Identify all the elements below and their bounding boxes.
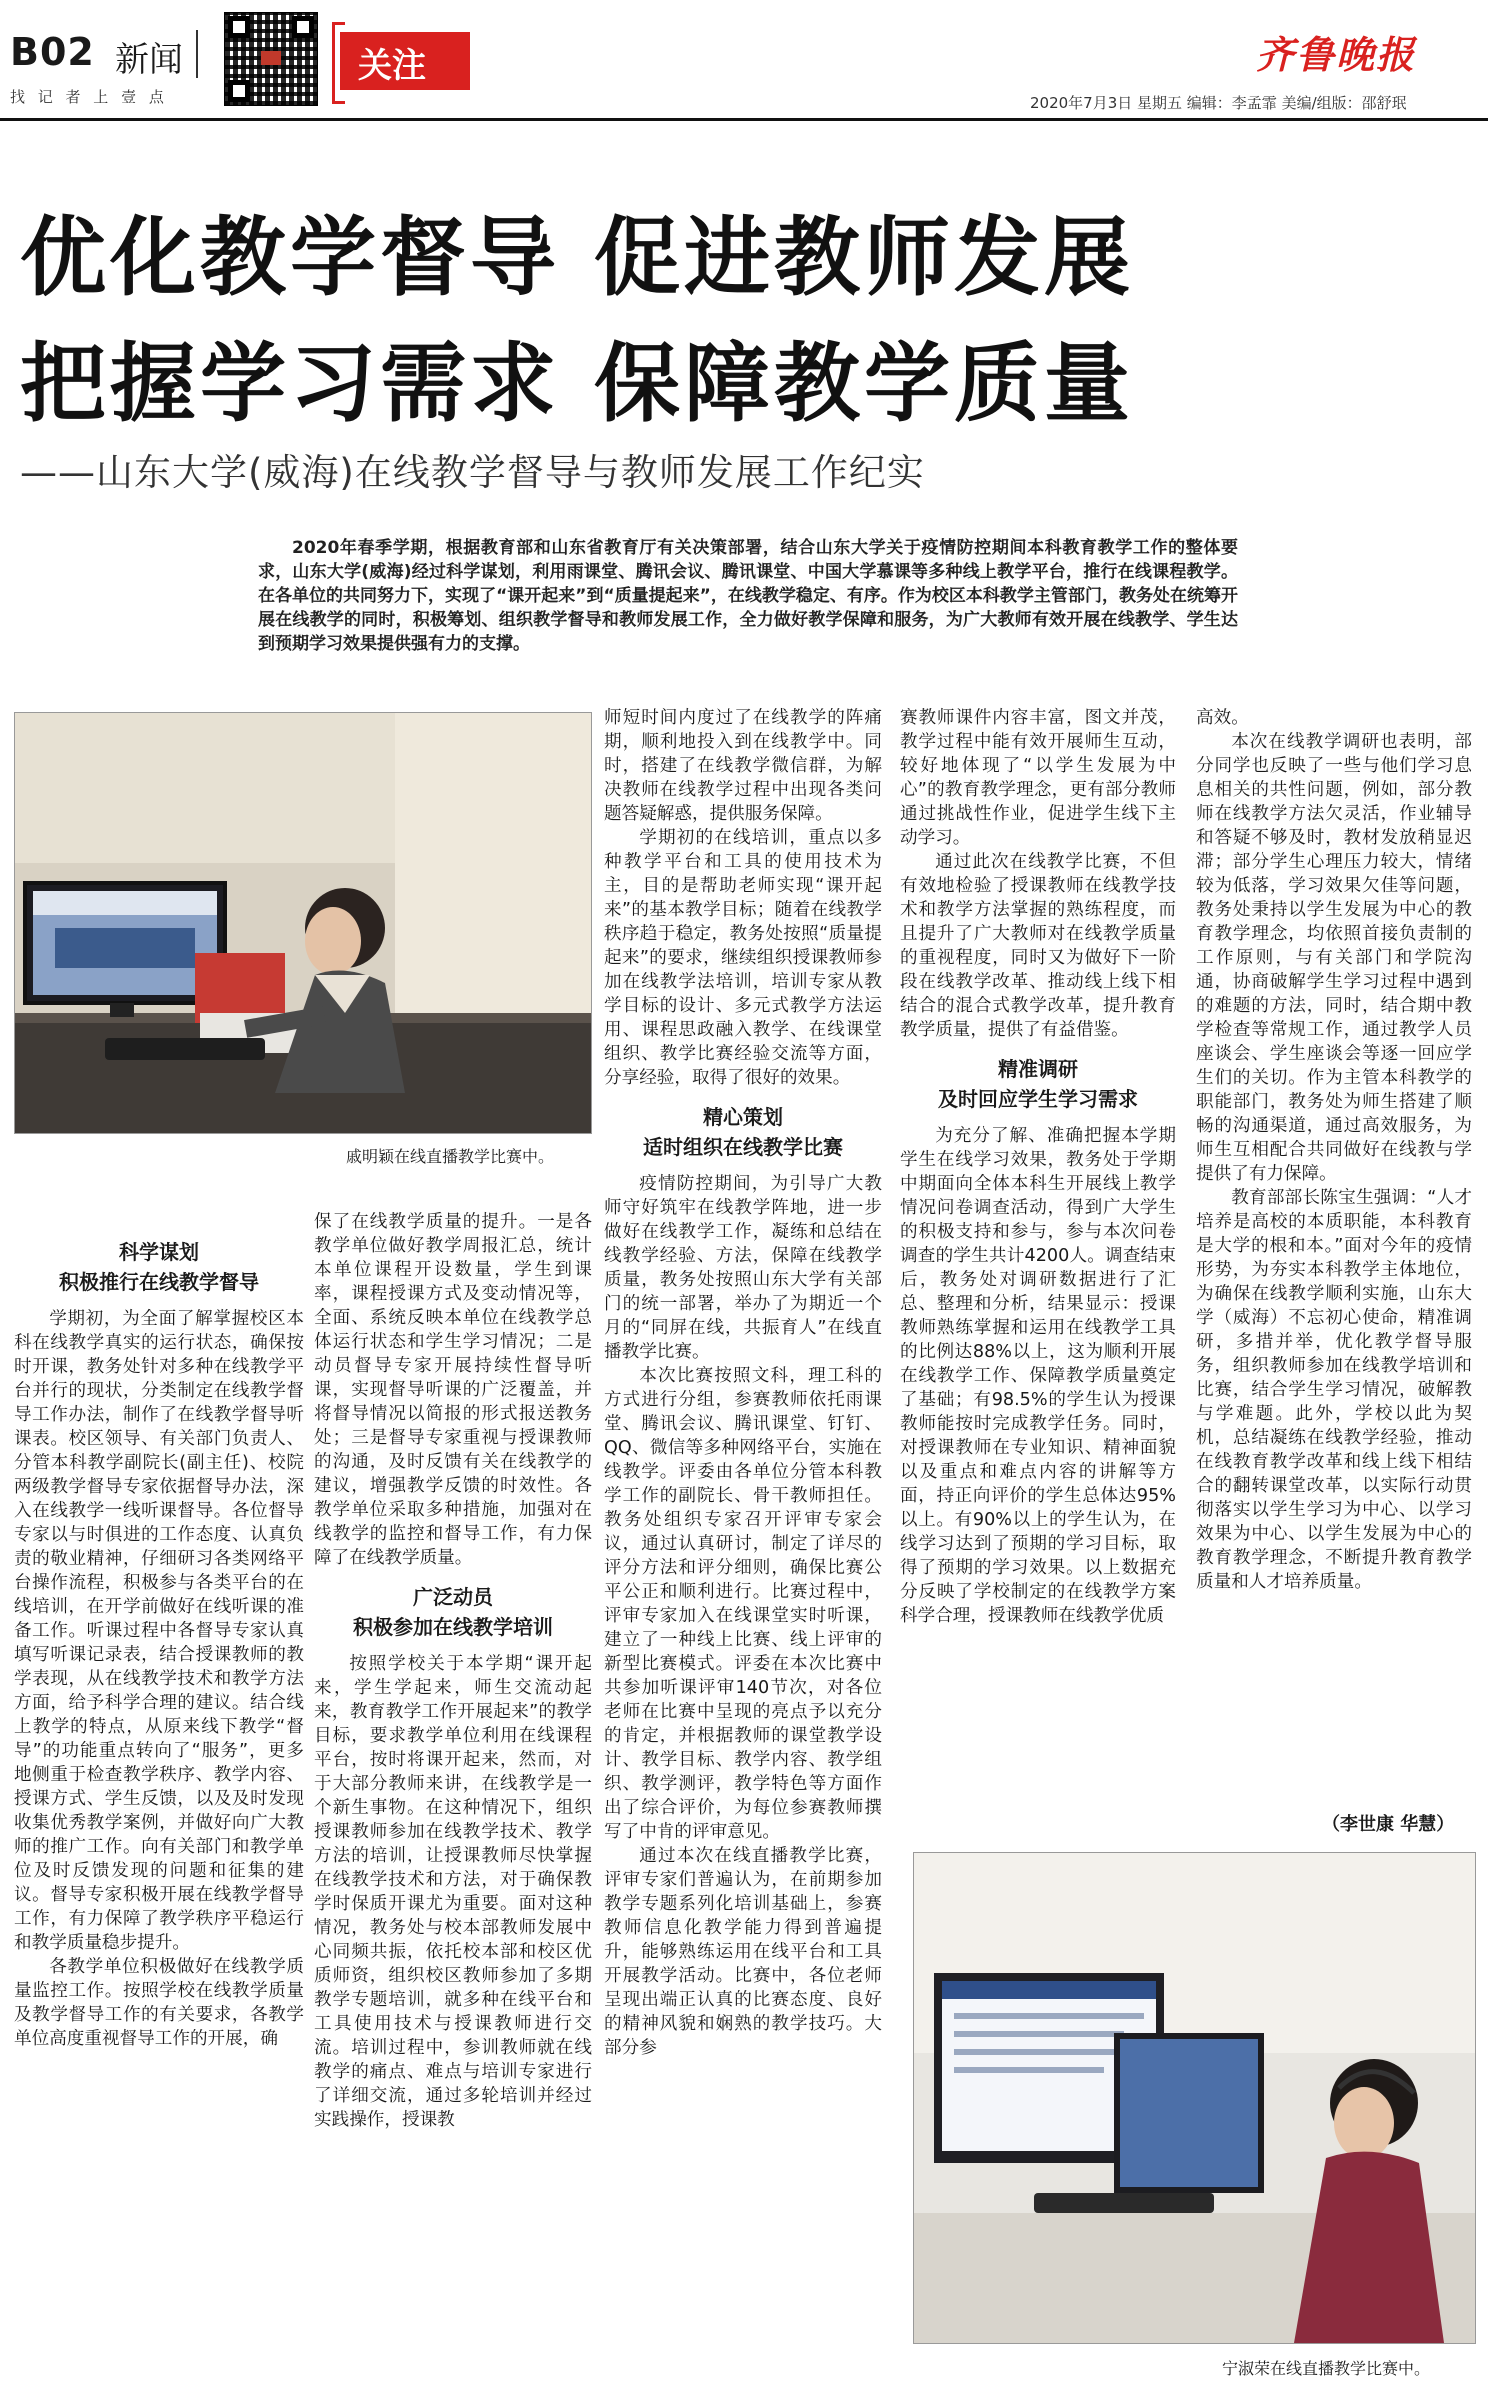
qr-code-icon — [224, 12, 318, 106]
photo-2-illustration — [914, 1853, 1475, 2343]
photo-caption-2: 宁淑荣在线直播教学比赛中。 — [1222, 2359, 1431, 2378]
article-column-1 — [14, 1225, 304, 2051]
subtitle: ——山东大学(威海)在线教学督导与教师发展工作纪实 — [20, 451, 925, 494]
paragraph: 疫情防控期间，为引导广大教师守好筑牢在线教学阵地，进一步做好在线教学工作，凝练和总结在线教学经验、方法，保障在线教学质量，教务处按照山东大学有关部门的统一部署，举办了为期近一个月的“同屏在线，共振育人”在线直播教学比赛。 — [604, 1174, 882, 1362]
section-heading-1 — [14, 1237, 304, 1297]
dateline: 2020年7月3日 星期五 编辑：李孟霏 美编/组版：邵舒珉 — [1030, 94, 1407, 112]
paragraph: 通过此次在线教学比赛，不但有效地检验了授课教师在线教学技术和教学方法掌握的熟练程度，而且提升了广大教师对在线教学质量的重视程度，同时又为做好下一阶段在线教学改革、推动线上线下相结合的混合式教学改革，提升教育教学质量，提供了有益借鉴。 — [900, 852, 1176, 1040]
section-heading-3a: 精心策划 — [703, 1105, 783, 1129]
paragraph: 本次比赛按照文科，理工科的方式进行分组，参赛教师依托雨课堂、腾讯会议、腾讯课堂、钉钉、QQ、微信等多种网络平台，实施在线教学。评委由各单位分管本科教学工作的副院长、骨干教师担任。教务处组织专家召开评审专家会议，通过认真研讨，制定了详尽的评分方法和评分细则，确保比赛公平公正和顺利进行。比赛过程中，评审专家加入在线课堂实时听课，建立了一种线上比赛、线上评审的新型比赛模式。评委在本次比赛中共参加听课评审140节次，对各位老师在比赛中呈现的亮点予以充分的肯定，并根据教师的课堂教学设计、教学目标、教学内容、教学组织、教学测评，教学特色等方面作出了综合评价，为每位参赛教师撰写了中肯的评审意见。 — [604, 1366, 882, 1842]
paragraph: 学期初，为全面了解掌握校区本科在线教学真实的运行状态，确保按时开课，教务处针对多种在线教学平台并行的现状，分类制定在线教学督导工作办法，制作了在线教学督导听课表。校区领导、有关部门负责人、分管本科教学副院长(副主任)、校院两级教学督导专家依据督导办法，深入在线教学一线听课督导。各位督导专家以与时俱进的工作态度、认真负责的敬业精神，仔细研习各类网络平台操作流程，积极参与各类平台的在线培训，在开学前做好在线听课的准备工作。听课过程中各督导专家认真填写听课记录表，结合授课教师的教学表现，从在线教学技术和教学方法方面，给予科学合理的建议。结合线上教学的特点，从原来线下教学“督导”的功能重点转向了“服务”，更多地侧重于检查教学秩序、教学内容、授课方式、学生反馈，以及及时发现收集优秀教学案例，并做好向广大教师的推广工作。向有关部门和教学单位及时反馈发现的问题和征集的建议。督导专家积极开展在线教学督导工作，有力保障了教学秩序平稳运行和教学质量稳步提升。 — [14, 1309, 304, 1953]
paragraph: 师短时间内度过了在线教学的阵痛期，顺利地投入到在线教学中。同时，搭建了在线教学微信群，为解决教师在线教学过程中出现各类问题答疑解惑，提供服务保障。 — [604, 708, 882, 824]
section-heading-4b: 及时回应学生学习需求 — [938, 1087, 1138, 1111]
photo-teacher-1 — [14, 712, 592, 1134]
page-number: B02 — [10, 30, 95, 74]
newspaper-logo: 齐鲁晚报 — [1256, 32, 1417, 77]
section-heading-2 — [314, 1582, 592, 1642]
article-column-5 — [1196, 706, 1472, 1594]
photo-1-illustration — [15, 713, 591, 1133]
section-heading-1a: 科学谋划 — [119, 1240, 199, 1264]
lead-paragraph: 2020年春季学期，根据教育部和山东省教育厅有关决策部署，结合山东大学关于疫情防控期间本科教育教学工作的整体要求，山东大学(威海)经过科学谋划，利用雨课堂、腾讯会议、腾讯课堂、中国大学慕课等多种线上教学平台，推行在线课程教学。在各单位的共同努力下，实现了“课开起来”到“质量提起来”，在线教学稳定、有序。作为校区本科教学主管部门，教务处在统筹开展在线教学的同时，积极筹划、组织教学督导和教师发展工作，全力做好教学保障和服务，为广大教师有效开展在线教学、学生达到预期学习效果提供强有力的支撑。 — [258, 538, 1238, 654]
section-heading-2a: 广泛动员 — [413, 1585, 493, 1609]
byline: （李世康 华慧） — [1322, 1814, 1455, 1835]
paragraph: 按照学校关于本学期“课开起来，学生学起来，师生交流动起来，教育教学工作开展起来”的教学目标，要求教学单位利用在线课程平台，按时将课开起来，然而，对于大部分教师来讲，在线教学是一个新生事物。在这种情况下，组织授课教师参加在线教学技术、教学方法的培训，让授课教师尽快掌握在线教学技术和方法，对于确保教学时保质开课尤为重要。面对这种情况，教务处与校本部教师发展中心同频共振，依托校本部和校区优质师资，组织校区教师参加了多期教学专题培训，就多种在线平台和工具使用技术与授课教师进行交流。培训过程中，参训教师就在线教学的痛点、难点与培训专家进行了详细交流，通过多轮培训并经过实践操作，授课教 — [314, 1654, 592, 2130]
photo-teacher-2 — [913, 1852, 1476, 2344]
paragraph: 各教学单位积极做好在线教学质量监控工作。按照学校在线教学质量及教学督导工作的有关要求，各教学单位高度重视督导工作的开展，确 — [14, 1957, 304, 2049]
article-column-2 — [314, 1210, 592, 2132]
section-heading-3 — [604, 1102, 882, 1162]
section-heading-4a: 精准调研 — [998, 1057, 1078, 1081]
article-column-3 — [604, 706, 882, 2060]
headline-line-2: 把握学习需求 保障教学质量 — [20, 334, 1134, 434]
section-heading-1b: 积极推行在线教学督导 — [59, 1270, 259, 1294]
paragraph: 保了在线教学质量的提升。一是各教学单位做好教学周报汇总，统计本单位课程开设数量，学生到课率，课程授课方式及变动情况等，全面、系统反映本单位在线教学总体运行状态和学生学习情况；二是动员督导专家开展持续性督导听课，实现督导听课的广泛覆盖，并将督导情况以简报的形式报送教务处；三是督导专家重视与授课教师的沟通，及时反馈有关在线教学的建议，增强教学反馈的时效性。各教学单位采取多种措施，加强对在线教学的监控和督导工作，有力保障了在线教学质量。 — [314, 1212, 592, 1568]
photo-caption-1: 戚明颖在线直播教学比赛中。 — [346, 1147, 555, 1166]
section-heading-2b: 积极参加在线教学培训 — [353, 1615, 553, 1639]
paragraph: 本次在线教学调研也表明，部分同学也反映了一些与他们学习息息相关的共性问题，例如，部分教师在线教学方法欠灵活，作业辅导和答疑不够及时，教材发放稍显迟滞；部分学生心理压力较大，情绪较为低落，学习效果欠佳等问题，教务处秉持以学生发展为中心的教育教学理念，均依照首接负责制的工作原则，与有关部门和学院沟通，协商破解学生学习过程中遇到的难题的方法，同时，结合期中教学检查等常规工作，通过教学人员座谈会、学生座谈会等逐一回应学生们的关切。作为主管本科教学的职能部门，教务处为师生搭建了顺畅的沟通渠道，通过高效服务，为师生互相配合共同做好在线教与学提供了有力保障。 — [1196, 732, 1472, 1184]
paragraph: 学期初的在线培训，重点以多种教学平台和工具的使用技术为主，目的是帮助老师实现“课开起来”的基本教学目标；随着在线教学秩序趋于稳定，教务处按照“质量提起来”的要求，继续组织授课教师参加在线教学法培训，培训专家从教学目标的设计、多元式教学方法运用、课程思政融入教学、在线课堂组织、教学比赛经验交流等方面，分享经验，取得了很好的效果。 — [604, 828, 882, 1088]
headline-line-1: 优化教学督导 促进教师发展 — [20, 208, 1134, 308]
article-column-4 — [900, 706, 1176, 1628]
section-heading-4 — [900, 1054, 1176, 1114]
masthead-rule — [0, 118, 1488, 121]
paragraph: 高效。 — [1196, 708, 1249, 728]
paragraph: 教育部部长陈宝生强调：“人才培养是高校的本质职能，本科教育是大学的根和本。”面对今年的疫情形势，为夯实本科教学主体地位，为确保在线教学顺利实施，山东大学（威海）不忘初心使命，精准调研，多措并举，优化教学督导服务，组织教师参加在线教学培训和比赛，结合学生学习情况，破解教与学难题。此外，学校以此为契机，总结凝练在线教学经验，推动在线教育教学改革和线上线下相结合的翻转课堂改革，以实际行动贯彻落实以学生学习为中心、以学习效果为中心、以学生发展为中心的教育教学理念，不断提升教育教学质量和人才培养质量。 — [1196, 1188, 1472, 1592]
section-heading-3b: 适时组织在线教学比赛 — [643, 1135, 843, 1159]
section-name: 新闻 — [115, 40, 183, 80]
masthead-divider — [196, 30, 198, 78]
slogan: 找 记 者 上 壹 点 — [10, 88, 168, 106]
paragraph: 通过本次在线直播教学比赛，评审专家们普遍认为，在前期参加教学专题系列化培训基础上，参赛教师信息化教学能力得到普遍提升，能够熟练运用在线平台和工具开展教学活动。比赛中，各位老师呈现出端正认真的比赛态度、良好的精神风貌和娴熟的教学技巧。大部分参 — [604, 1846, 882, 2058]
section-tag: 关注 — [358, 46, 426, 86]
paragraph: 赛教师课件内容丰富，图文并茂，教学过程中能有效开展师生互动，较好地体现了“以学生发展为中心”的教育教学理念，更有部分教师通过挑战性作业，促进学生线下主动学习。 — [900, 708, 1176, 848]
paragraph: 为充分了解、准确把握本学期学生在线学习效果，教务处于学期中期面向全体本科生开展线上教学情况问卷调查活动，得到广大学生的积极支持和参与，参与本次问卷调查的学生共计4200人。调查结束后，教务处对调研数据进行了汇总、整理和分析，结果显示：授课教师熟练掌握和运用在线教学工具的比例达88%以上，这为顺利开展在线教学工作、保障教学质量奠定了基础；有98.5%的学生认为授课教师能按时完成教学任务。同时，对授课教师在专业知识、精神面貌以及重点和难点内容的讲解等方面，持正向评价的学生总体达95%以上。有90%以上的学生认为，在线学习达到了预期的学习目标，取得了预期的学习效果。以上数据充分反映了学校制定的在线教学方案科学合理，授课教师在线教学优质 — [900, 1126, 1176, 1626]
